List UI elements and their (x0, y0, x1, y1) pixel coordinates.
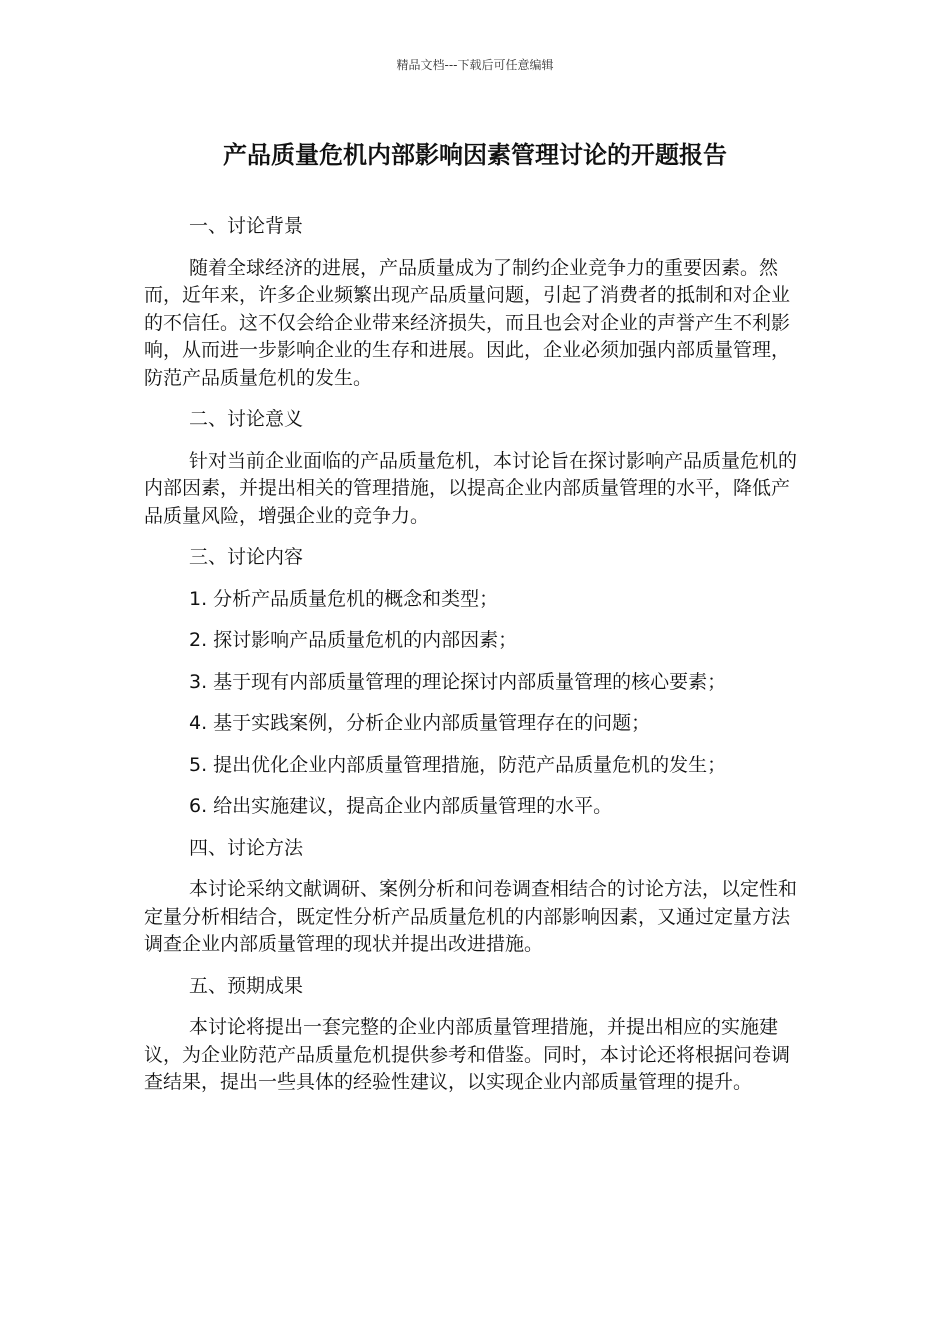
list-item: 2. 探讨影响产品质量危机的内部因素； (189, 629, 518, 651)
list-item: 3. 基于现有内部质量管理的理论探讨内部质量管理的核心要素； (189, 670, 727, 693)
section-heading-content: 三、讨论内容 (189, 546, 304, 568)
paragraph-background: 随着全球经济的进展，产品质量成为了制约企业竞争力的重要因素。然而，近年来，许多企业频繁出现产品质量问题，引起了消费者的抵制和对企业的不信任。这不仅会给企业带来经济损失，而且也会对企业的声誉产生不利影响，从而进一步影响企业的生存和进展。因此，企业必须加强内部质量管理，防范产品质量危机的发生。 (144, 256, 791, 389)
list-item: 5. 提出优化企业内部质量管理措施，防范产品质量危机的发生； (189, 753, 727, 776)
list-item: 1. 分析产品质量危机的概念和类型； (189, 587, 499, 610)
section-heading-method: 四、讨论方法 (189, 836, 304, 859)
list-item: 6. 给出实施建议，提高企业内部质量管理的水平。 (189, 795, 613, 817)
document-body (144, 213, 804, 1111)
paragraph-significance: 针对当前企业面临的产品质量危机，本讨论旨在探讨影响产品质量危机的内部因素，并提出相关的管理措施，以提高企业内部质量管理的水平，降低产品质量风险，增强企业的竞争力。 (144, 449, 798, 527)
paragraph-method: 本讨论采纳文献调研、案例分析和问卷调查相结合的讨论方法，以定性和定量分析相结合，既定性分析产品质量危机的内部影响因素，又通过定量方法调查企业内部质量管理的现状并提出改进措施。 (144, 878, 798, 955)
list-item: 4. 基于实践案例，分析企业内部质量管理存在的问题； (189, 712, 651, 734)
section-heading-background: 一、讨论背景 (189, 215, 304, 237)
section-heading-results: 五、预期成果 (189, 974, 304, 997)
document-title: 产品质量危机内部影响因素管理讨论的开题报告 (223, 141, 727, 169)
section-heading-significance: 二、讨论意义 (189, 408, 304, 430)
paragraph-results: 本讨论将提出一套完整的企业内部质量管理措施，并提出相应的实施建议，为企业防范产品质量危机提供参考和借鉴。同时，本讨论还将根据问卷调查结果，提出一些具体的经验性建议，以实现企业内部质量管理的提升。 (144, 1016, 791, 1093)
header-note: 精品文档---下载后可任意编辑 (396, 58, 554, 72)
